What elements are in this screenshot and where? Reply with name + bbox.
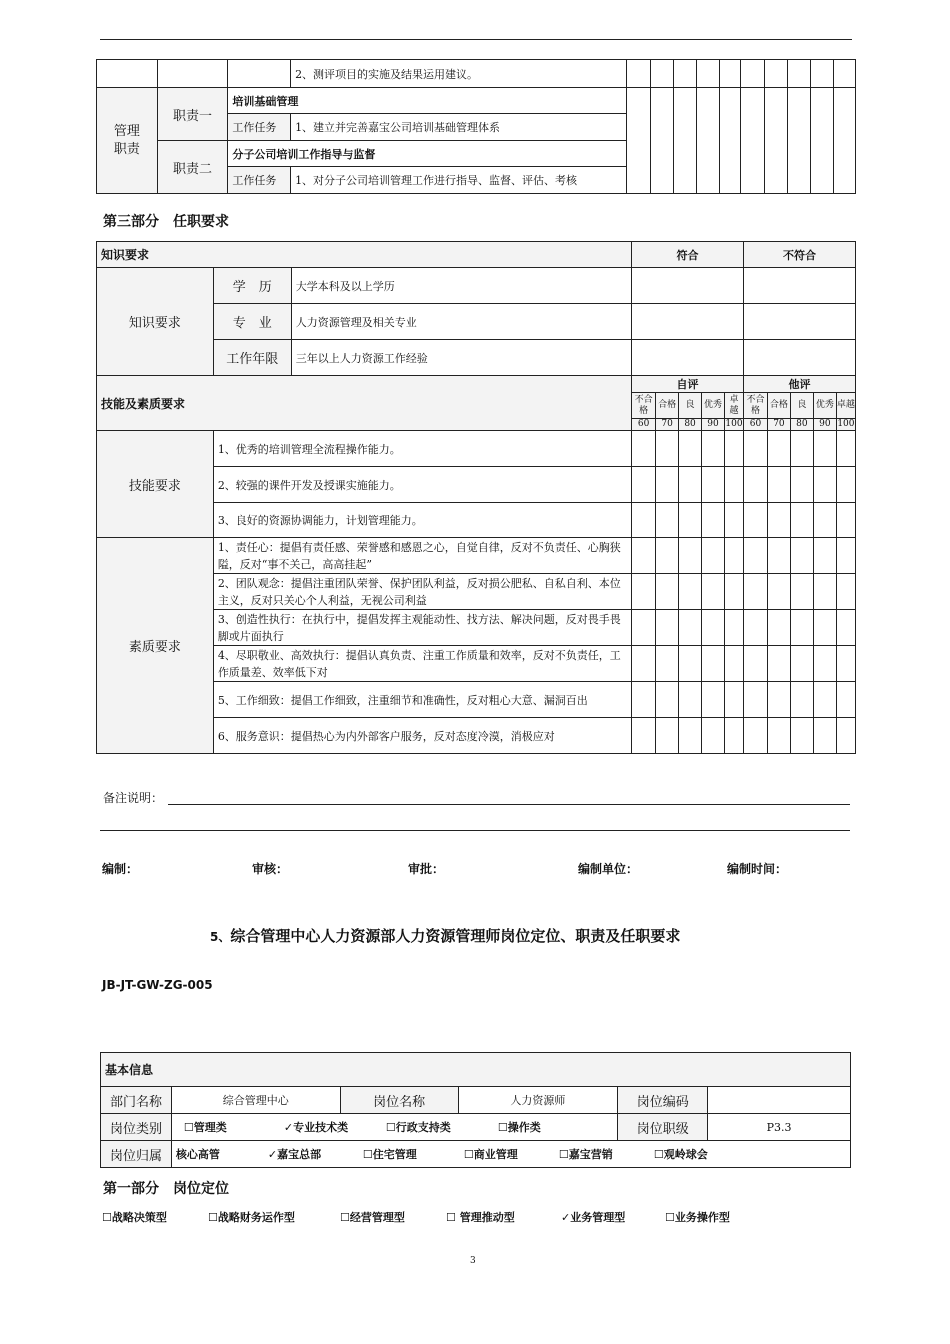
- option-label: 商业管理: [473, 1148, 518, 1161]
- grade-name: 卓越: [725, 393, 744, 419]
- task-label: 工作任务: [228, 167, 291, 194]
- duty1-task: 1、建立并完善嘉宝公司培训基础管理体系: [291, 114, 627, 141]
- checkbox-icon[interactable]: ☐: [558, 1148, 569, 1161]
- option-marketing[interactable]: [559, 1146, 654, 1162]
- checkbox-icon[interactable]: ☐: [385, 1121, 396, 1134]
- checkbox-icon[interactable]: ☐: [340, 1211, 350, 1224]
- post-type-options: [171, 1114, 617, 1141]
- grade-score: 90: [813, 419, 836, 431]
- quality-item: 6、服务意识：提倡热心为内外部客户服务，反对态度冷漠，消极应对: [213, 718, 631, 754]
- header-rule: [100, 39, 852, 40]
- option-label: 行政支持类: [395, 1121, 451, 1134]
- option-management-push[interactable]: [446, 1209, 561, 1225]
- duty2-task: 1、对分子公司培训管理工作进行指导、监督、评估、考核: [291, 167, 627, 194]
- part3-title: 第三部分 任职要求: [103, 214, 229, 230]
- grade-name: 不合格: [743, 393, 767, 419]
- option-label: 嘉宝总部: [277, 1148, 322, 1161]
- belong-core: 核心高管: [175, 1148, 220, 1161]
- option-label: 战略财务运作型: [217, 1211, 295, 1224]
- option-label: 操作类: [507, 1121, 541, 1134]
- part1-title: 第一部分 岗位定位: [103, 1181, 229, 1197]
- option-hq[interactable]: [268, 1146, 363, 1162]
- option-business-operation[interactable]: [665, 1209, 730, 1225]
- option-technical[interactable]: [284, 1119, 386, 1135]
- editor-label: 编制：: [102, 862, 139, 876]
- checkmark-icon[interactable]: ✓: [283, 1121, 294, 1134]
- checkbox-icon[interactable]: ☐: [102, 1211, 112, 1224]
- checkbox-icon[interactable]: ☐: [183, 1121, 194, 1134]
- quality-item: 3、创造性执行：在执行中，提倡发挥主观能动性、找方法、解决问题，反对畏手畏脚或片面执行: [213, 610, 631, 646]
- education-value: 大学本科及以上学历: [291, 268, 631, 304]
- checkbox-icon[interactable]: ☐: [362, 1148, 373, 1161]
- experience-label: 工作年限: [213, 340, 291, 376]
- section-title-text: 综合管理中心人力资源部人力资源管理师岗位定位、职责及任职要求: [230, 927, 681, 945]
- requirements-table: [96, 241, 856, 754]
- reviewer-label: 审核：: [252, 862, 289, 876]
- positioning-options: [102, 1209, 730, 1225]
- belong-label: 岗位归属: [101, 1141, 172, 1168]
- grade-score: 80: [790, 419, 813, 431]
- grade-name: 合格: [656, 393, 679, 419]
- post-level-value[interactable]: P3.3: [708, 1114, 851, 1141]
- checkbox-icon[interactable]: ☐: [208, 1211, 218, 1224]
- option-label: 专业技术类: [293, 1121, 349, 1134]
- quality-item: 5、工作细致：提倡工作细致，注重细节和准确性，反对粗心大意、漏洞百出: [213, 682, 631, 718]
- option-label: 观岭球会: [663, 1148, 708, 1161]
- task-label: 工作任务: [228, 114, 291, 141]
- skill-item: 1、优秀的培训管理全流程操作能力。: [213, 431, 631, 467]
- grade-score: 70: [767, 419, 790, 431]
- skill-label: 技能要求: [97, 431, 214, 538]
- option-operation-management[interactable]: [340, 1209, 446, 1225]
- option-commercial[interactable]: [464, 1146, 559, 1162]
- option-business-management[interactable]: [561, 1209, 665, 1225]
- checkbox-icon[interactable]: ☐: [653, 1148, 664, 1161]
- not-match-header: 不符合: [743, 242, 855, 268]
- remarks-line-2[interactable]: [100, 830, 850, 831]
- post-type-label: 岗位类别: [101, 1114, 172, 1141]
- checkbox-icon[interactable]: ☐: [665, 1211, 675, 1224]
- grade-score: 60: [743, 419, 767, 431]
- grade-score: 60: [632, 419, 656, 431]
- option-label: 业务管理型: [570, 1211, 626, 1224]
- option-label: 管理类: [193, 1121, 227, 1134]
- option-strategic-decision[interactable]: [102, 1209, 208, 1225]
- grade-name: 合格: [767, 393, 790, 419]
- knowledge-label: 知识要求: [97, 268, 214, 376]
- doc-code: JB-JT-GW-ZG-005: [102, 978, 213, 992]
- duty2-label: 职责二: [157, 141, 228, 194]
- grade-name: 不合格: [632, 393, 656, 419]
- option-management[interactable]: [184, 1119, 284, 1135]
- dept-label: 部门名称: [101, 1087, 172, 1114]
- skills-header: 技能及素质要求: [97, 376, 632, 431]
- checkbox-icon[interactable]: ☐: [463, 1148, 474, 1161]
- option-label: 住宅管理: [372, 1148, 417, 1161]
- task-text: 2、测评项目的实施及结果运用建议。: [291, 60, 627, 88]
- grade-name: 卓越: [836, 393, 855, 419]
- checkmark-icon[interactable]: ✓: [267, 1148, 278, 1161]
- unit-label: 编制单位：: [578, 862, 639, 876]
- education-label: 学 历: [213, 268, 291, 304]
- post-code-label: 岗位编码: [618, 1087, 708, 1114]
- option-label: 管理推动型: [459, 1211, 515, 1224]
- grade-score: 100: [725, 419, 743, 429]
- experience-value: 三年以上人力资源工作经验: [291, 340, 631, 376]
- quality-item: 2、团队观念：提倡注重团队荣誉、保护团队利益，反对损公肥私、自私自利、本位主义，反对只关心个人利益，无视公司利益: [213, 574, 631, 610]
- grade-score: 100: [837, 419, 855, 429]
- duty2-title: 分子公司培训工作指导与监督: [228, 141, 627, 167]
- grade-name: 优秀: [702, 393, 725, 419]
- knowledge-header: 知识要求: [97, 242, 632, 268]
- approver-label: 审批：: [408, 862, 445, 876]
- option-label: 经营管理型: [349, 1211, 405, 1224]
- time-label: 编制时间：: [727, 862, 788, 876]
- remarks-label: 备注说明：: [103, 791, 164, 805]
- belong-options: [171, 1141, 850, 1168]
- mgmt-duty-label: 管理 职责: [97, 88, 158, 194]
- section-title: [210, 925, 680, 946]
- post-name-label: 岗位名称: [340, 1087, 458, 1114]
- remarks-line[interactable]: [168, 804, 850, 805]
- post-code-value[interactable]: [708, 1087, 851, 1114]
- duty1-title: 培训基础管理: [228, 88, 627, 114]
- page-number: 3: [470, 1256, 476, 1266]
- checkbox-icon[interactable]: ☐: [497, 1121, 508, 1134]
- checkmark-icon[interactable]: ✓: [561, 1211, 571, 1224]
- major-value: 人力资源管理及相关专业: [291, 304, 631, 340]
- major-label: 专 业: [213, 304, 291, 340]
- option-admin-support[interactable]: [386, 1119, 498, 1135]
- quality-label: 素质要求: [97, 538, 214, 754]
- option-label: 业务操作型: [674, 1211, 730, 1224]
- skill-item: 3、良好的资源协调能力，计划管理能力。: [213, 503, 631, 538]
- basic-info-header: 基本信息: [101, 1053, 851, 1087]
- checkbox-icon[interactable]: ☐: [446, 1211, 456, 1224]
- post-name-value[interactable]: 人力资源师: [458, 1087, 618, 1114]
- option-label: 战略决策型: [111, 1211, 167, 1224]
- grade-name: 良: [790, 393, 813, 419]
- basic-info-table: [100, 1052, 851, 1168]
- option-label: 嘉宝营销: [568, 1148, 613, 1161]
- post-level-label: 岗位职级: [618, 1114, 708, 1141]
- duties-table: [96, 59, 856, 194]
- dept-value[interactable]: 综合管理中心: [171, 1087, 340, 1114]
- option-residential[interactable]: [363, 1146, 464, 1162]
- section-number: 5、: [210, 930, 231, 944]
- grade-name: 优秀: [813, 393, 836, 419]
- option-operation[interactable]: [498, 1119, 541, 1135]
- skill-item: 2、较强的课件开发及授课实施能力。: [213, 467, 631, 503]
- match-header: 符合: [632, 242, 744, 268]
- option-golf[interactable]: [654, 1146, 708, 1162]
- grade-name: 良: [679, 393, 702, 419]
- other-eval-header: 他评: [743, 376, 855, 393]
- quality-item: 1、责任心：提倡有责任感、荣誉感和感恩之心，自觉自律，反对不负责任、心胸狭隘，反对“事不关己，高高挂起”: [213, 538, 631, 574]
- self-eval-header: 自评: [632, 376, 744, 393]
- grade-score: 70: [656, 419, 679, 431]
- option-strategic-finance[interactable]: [208, 1209, 340, 1225]
- grade-score: 90: [702, 419, 725, 431]
- duty1-label: 职责一: [157, 88, 228, 141]
- quality-item: 4、尽职敬业、高效执行：提倡认真负责、注重工作质量和效率，反对不负责任，工作质量差、效率低下对: [213, 646, 631, 682]
- grade-score: 80: [679, 419, 702, 431]
